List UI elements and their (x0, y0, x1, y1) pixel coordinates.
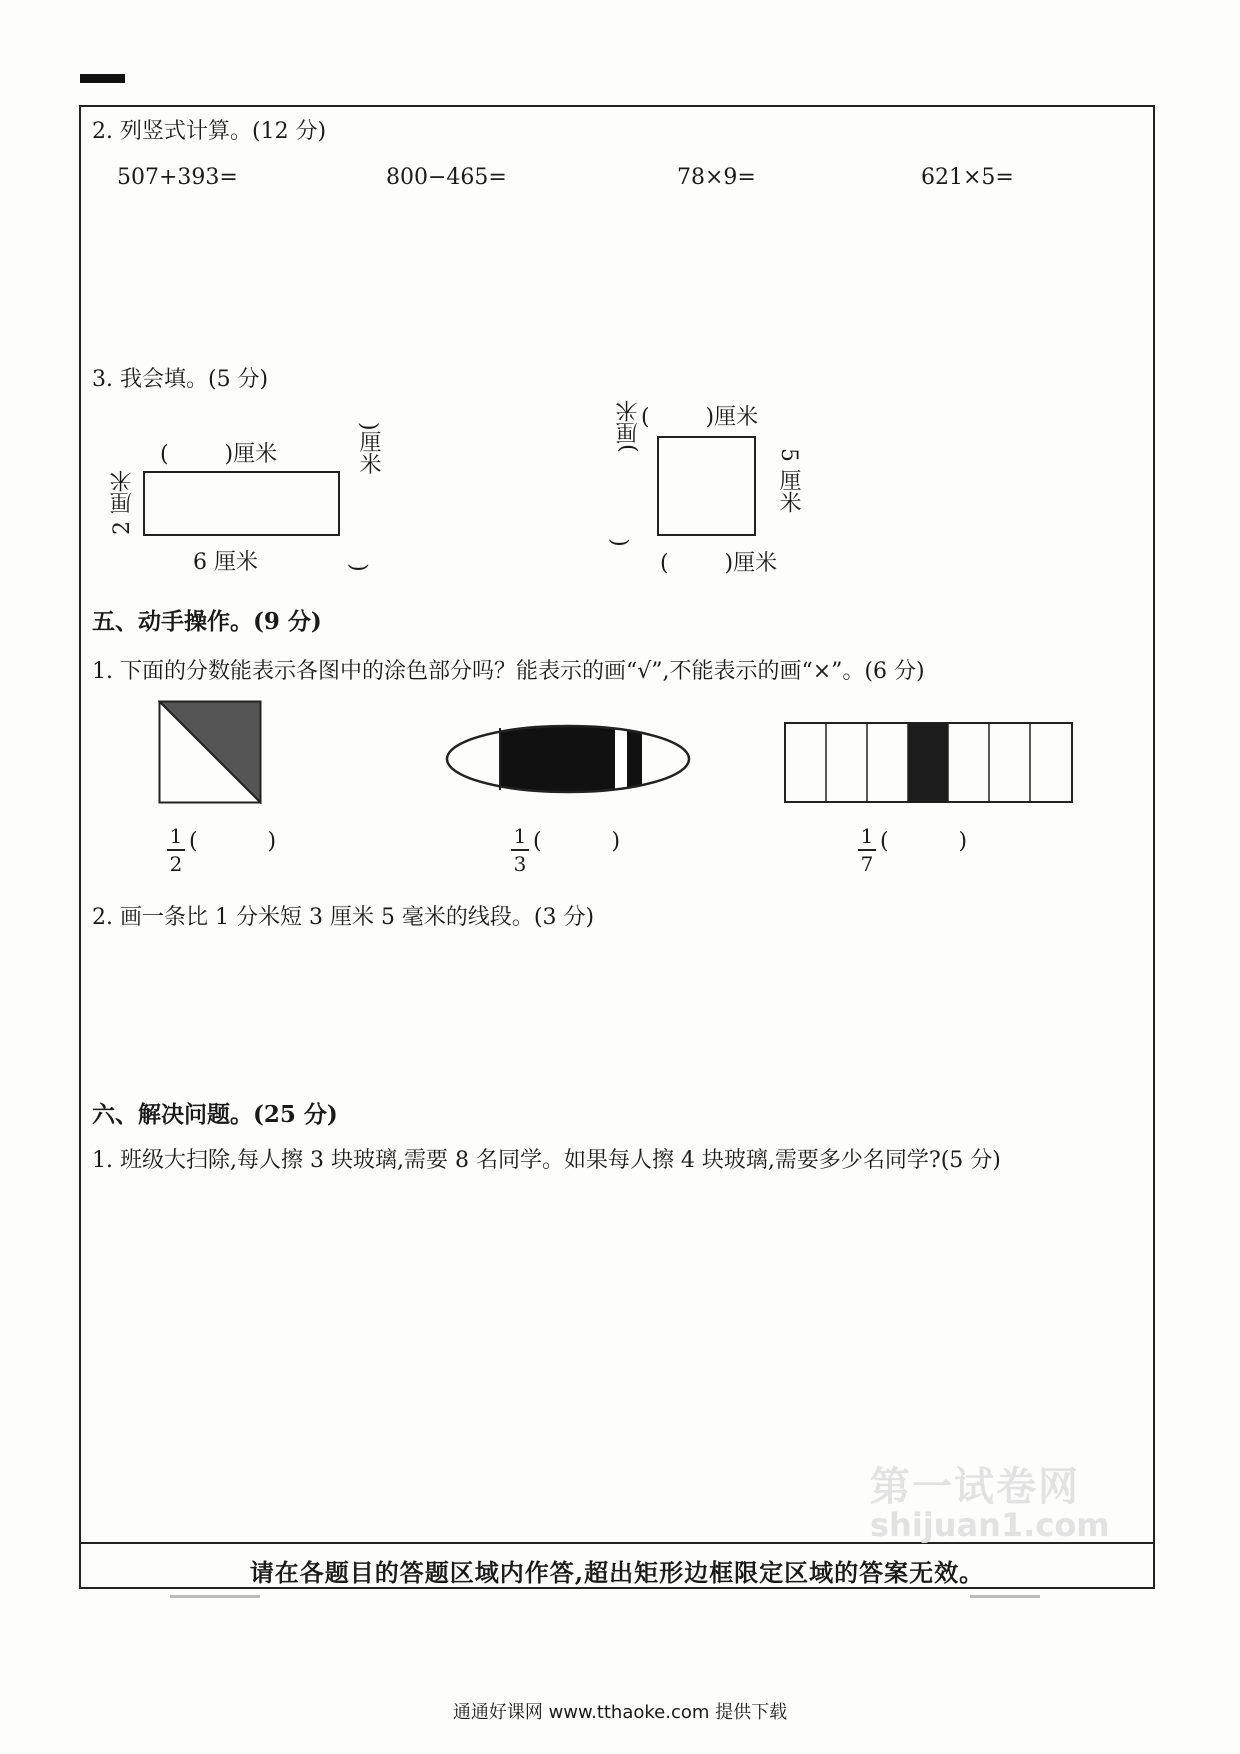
download-source-footer: 通通好课网 www.tthaoke.com 提供下载 (452, 1702, 788, 1723)
square-left-paren: ( (606, 538, 632, 547)
equation-3: 78×9= (677, 165, 756, 190)
square-top-label: ( )厘米 (641, 405, 759, 430)
square-right-label: 5 厘米 (776, 448, 801, 513)
answer-area-notice: 请在各题目的答题区域内作答,超出矩形边框限定区域的答案无效。 (249, 1558, 985, 1587)
fraction-2 (511, 826, 529, 874)
fraction-3-numerator: 1 (860, 824, 874, 848)
section6-title: 六、解决问题。(25 分) (92, 1101, 338, 1128)
half-shaded-square (158, 700, 262, 804)
section5-q2-title: 2. 画一条比 1 分米短 3 厘米 5 毫米的线段。(3 分) (92, 905, 595, 930)
shaded-ellipse (444, 723, 692, 795)
equation-2: 800−465= (386, 165, 507, 190)
square-bottom-label: ( )厘米 (660, 551, 778, 576)
fraction-2-numerator: 1 (513, 824, 527, 848)
equation-1: 507+393= (117, 165, 238, 190)
seven-part-bar (784, 722, 1074, 803)
bar-shaded-part (908, 723, 948, 802)
fraction-2-denominator: 3 (513, 851, 527, 876)
section6-q1-title: 1. 班级大扫除,每人擦 3 块玻璃,需要 8 名同学。如果每人擦 4 块玻璃,需要多少名同学?(5 分) (92, 1148, 1001, 1173)
fraction-3-denominator: 7 (860, 851, 874, 876)
scan-artifact (170, 1595, 260, 1598)
fraction-3 (858, 826, 876, 874)
fraction-bar (167, 849, 185, 851)
scan-artifact (970, 1595, 1040, 1598)
square-left-label: )厘米 (616, 400, 641, 453)
rect-bottom-label: 6 厘米 (193, 550, 258, 575)
fraction-bar (858, 849, 876, 851)
rect-right-paren: ( (345, 563, 371, 572)
rect-top-label: ( )厘米 (160, 442, 278, 467)
watermark (870, 1455, 1110, 1544)
q3-title: 3. 我会填。(5 分) (92, 367, 269, 392)
corner-registration-mark (80, 74, 125, 83)
fraction-bar (511, 849, 529, 851)
ellipse-shaded-part (500, 723, 615, 795)
watermark-line2: shijuan1.com (870, 1506, 1110, 1544)
answer-blank-1[interactable]: ( ) (189, 829, 277, 854)
watermark-line1: 第一试卷网 (870, 1464, 1080, 1510)
answer-blank-3[interactable]: ( ) (880, 829, 968, 854)
section5-title: 五、动手操作。(9 分) (92, 608, 322, 635)
answer-blank-2[interactable]: ( ) (533, 829, 621, 854)
section5-q1-title: 1. 下面的分数能表示各图中的涂色部分吗？能表示的画“√”,不能表示的画“×”。(6 分) (92, 659, 925, 684)
fraction-1-denominator: 2 (169, 851, 183, 876)
rectangle-shape (143, 471, 340, 536)
square-shape (657, 436, 756, 536)
rect-right-label: )厘米 (356, 422, 381, 475)
fraction-1-numerator: 1 (169, 824, 183, 848)
rect-left-label: 2 厘米 (110, 470, 135, 535)
equation-4: 621×5= (921, 165, 1014, 190)
fraction-1 (167, 826, 185, 874)
q2-title: 2. 列竖式计算。(12 分) (92, 119, 327, 144)
